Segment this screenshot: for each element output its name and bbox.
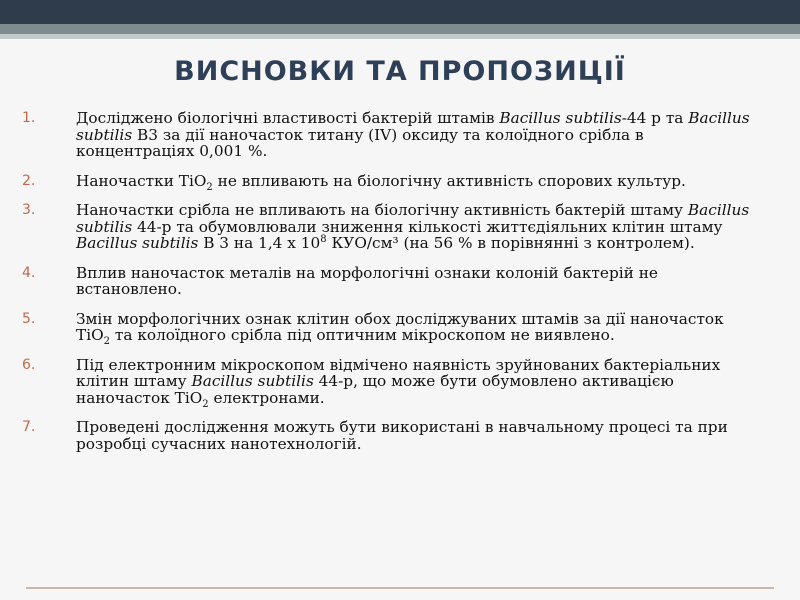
- item-number: 1.: [22, 110, 36, 126]
- conclusions-list: [22, 110, 762, 465]
- item-text: 44-р, що може бути обумовлено активацією наночасток TiO: [76, 372, 674, 407]
- list-item-6: [22, 355, 762, 410]
- item-number: 4.: [22, 264, 36, 281]
- item-number: 3.: [22, 202, 36, 218]
- header-stripe: [0, 24, 800, 34]
- subscript: 2: [206, 181, 213, 193]
- species-name: Bacillus subtilis: [76, 109, 750, 144]
- item-text: та колоїдного срібла під оптичним мікроскопом не виявлено.: [110, 326, 615, 344]
- item-text: не впливають на біологічну активність спорових культур.: [212, 171, 686, 190]
- item-text: Наночастки TiO: [76, 171, 207, 190]
- item-text: 44-р та обумовлювали зниження кількості життєдіяльних клітин штаму: [132, 217, 723, 236]
- superscript: 8: [320, 234, 327, 245]
- item-number: 7.: [22, 419, 36, 435]
- species-name: Bacillus subtilis: [76, 234, 199, 252]
- footer-line: [26, 587, 774, 589]
- item-text: Змін морфологічних ознак клітин обох досліджуваних штамів за дії наночасток TiO: [76, 309, 724, 344]
- item-text: Вплив наночасток металів на морфологічні ознаки колоній бактерій не встановлено.: [76, 263, 658, 298]
- item-text: Проведені дослідження можуть бути використані в навчальному процесі та при розробці сучасних нанотехнологій.: [76, 418, 728, 453]
- list-item-1: [22, 110, 762, 160]
- item-text: В 3 на 1,4 х 10: [198, 234, 321, 252]
- species-name: Bacillus subtilis: [76, 201, 750, 236]
- species-name: Bacillus subtilis: [191, 372, 314, 390]
- item-text: КУО/см³ (на 56 % в порівнянні з контролем).: [326, 234, 695, 252]
- item-number: 5.: [22, 310, 36, 327]
- list-item-3: [22, 202, 762, 252]
- item-number: 6.: [22, 356, 36, 373]
- item-text: Наночастки срібла не впливають на біологічну активність бактерій штаму: [76, 201, 688, 219]
- item-text: електронами.: [208, 388, 325, 407]
- subscript: 2: [202, 398, 209, 410]
- item-text: Досліджено біологічні властивості бактерій штамів: [76, 109, 500, 127]
- item-text: Під електронним мікроскопом відмічено наявність зруйнованих бактеріальних клітин штаму: [76, 355, 721, 390]
- subscript: 2: [103, 336, 111, 347]
- species-name: Bacillus subtilis: [499, 109, 622, 127]
- list-item-4: [22, 265, 762, 298]
- item-number: 2.: [22, 172, 36, 189]
- header-bar: [0, 0, 800, 24]
- list-item-7: [22, 419, 762, 452]
- list-item-2: [22, 171, 762, 193]
- slide-title: ВИСНОВКИ ТА ПРОПОЗИЦІЇ: [174, 56, 626, 87]
- header-stripe-light: [0, 34, 800, 39]
- item-text: -44 р та: [621, 109, 689, 127]
- item-text: В3 за дії наночасток титану (IV) оксиду та колоїдного срібла в концентраціях 0,001 %.: [76, 125, 644, 160]
- list-item-5: [22, 309, 762, 347]
